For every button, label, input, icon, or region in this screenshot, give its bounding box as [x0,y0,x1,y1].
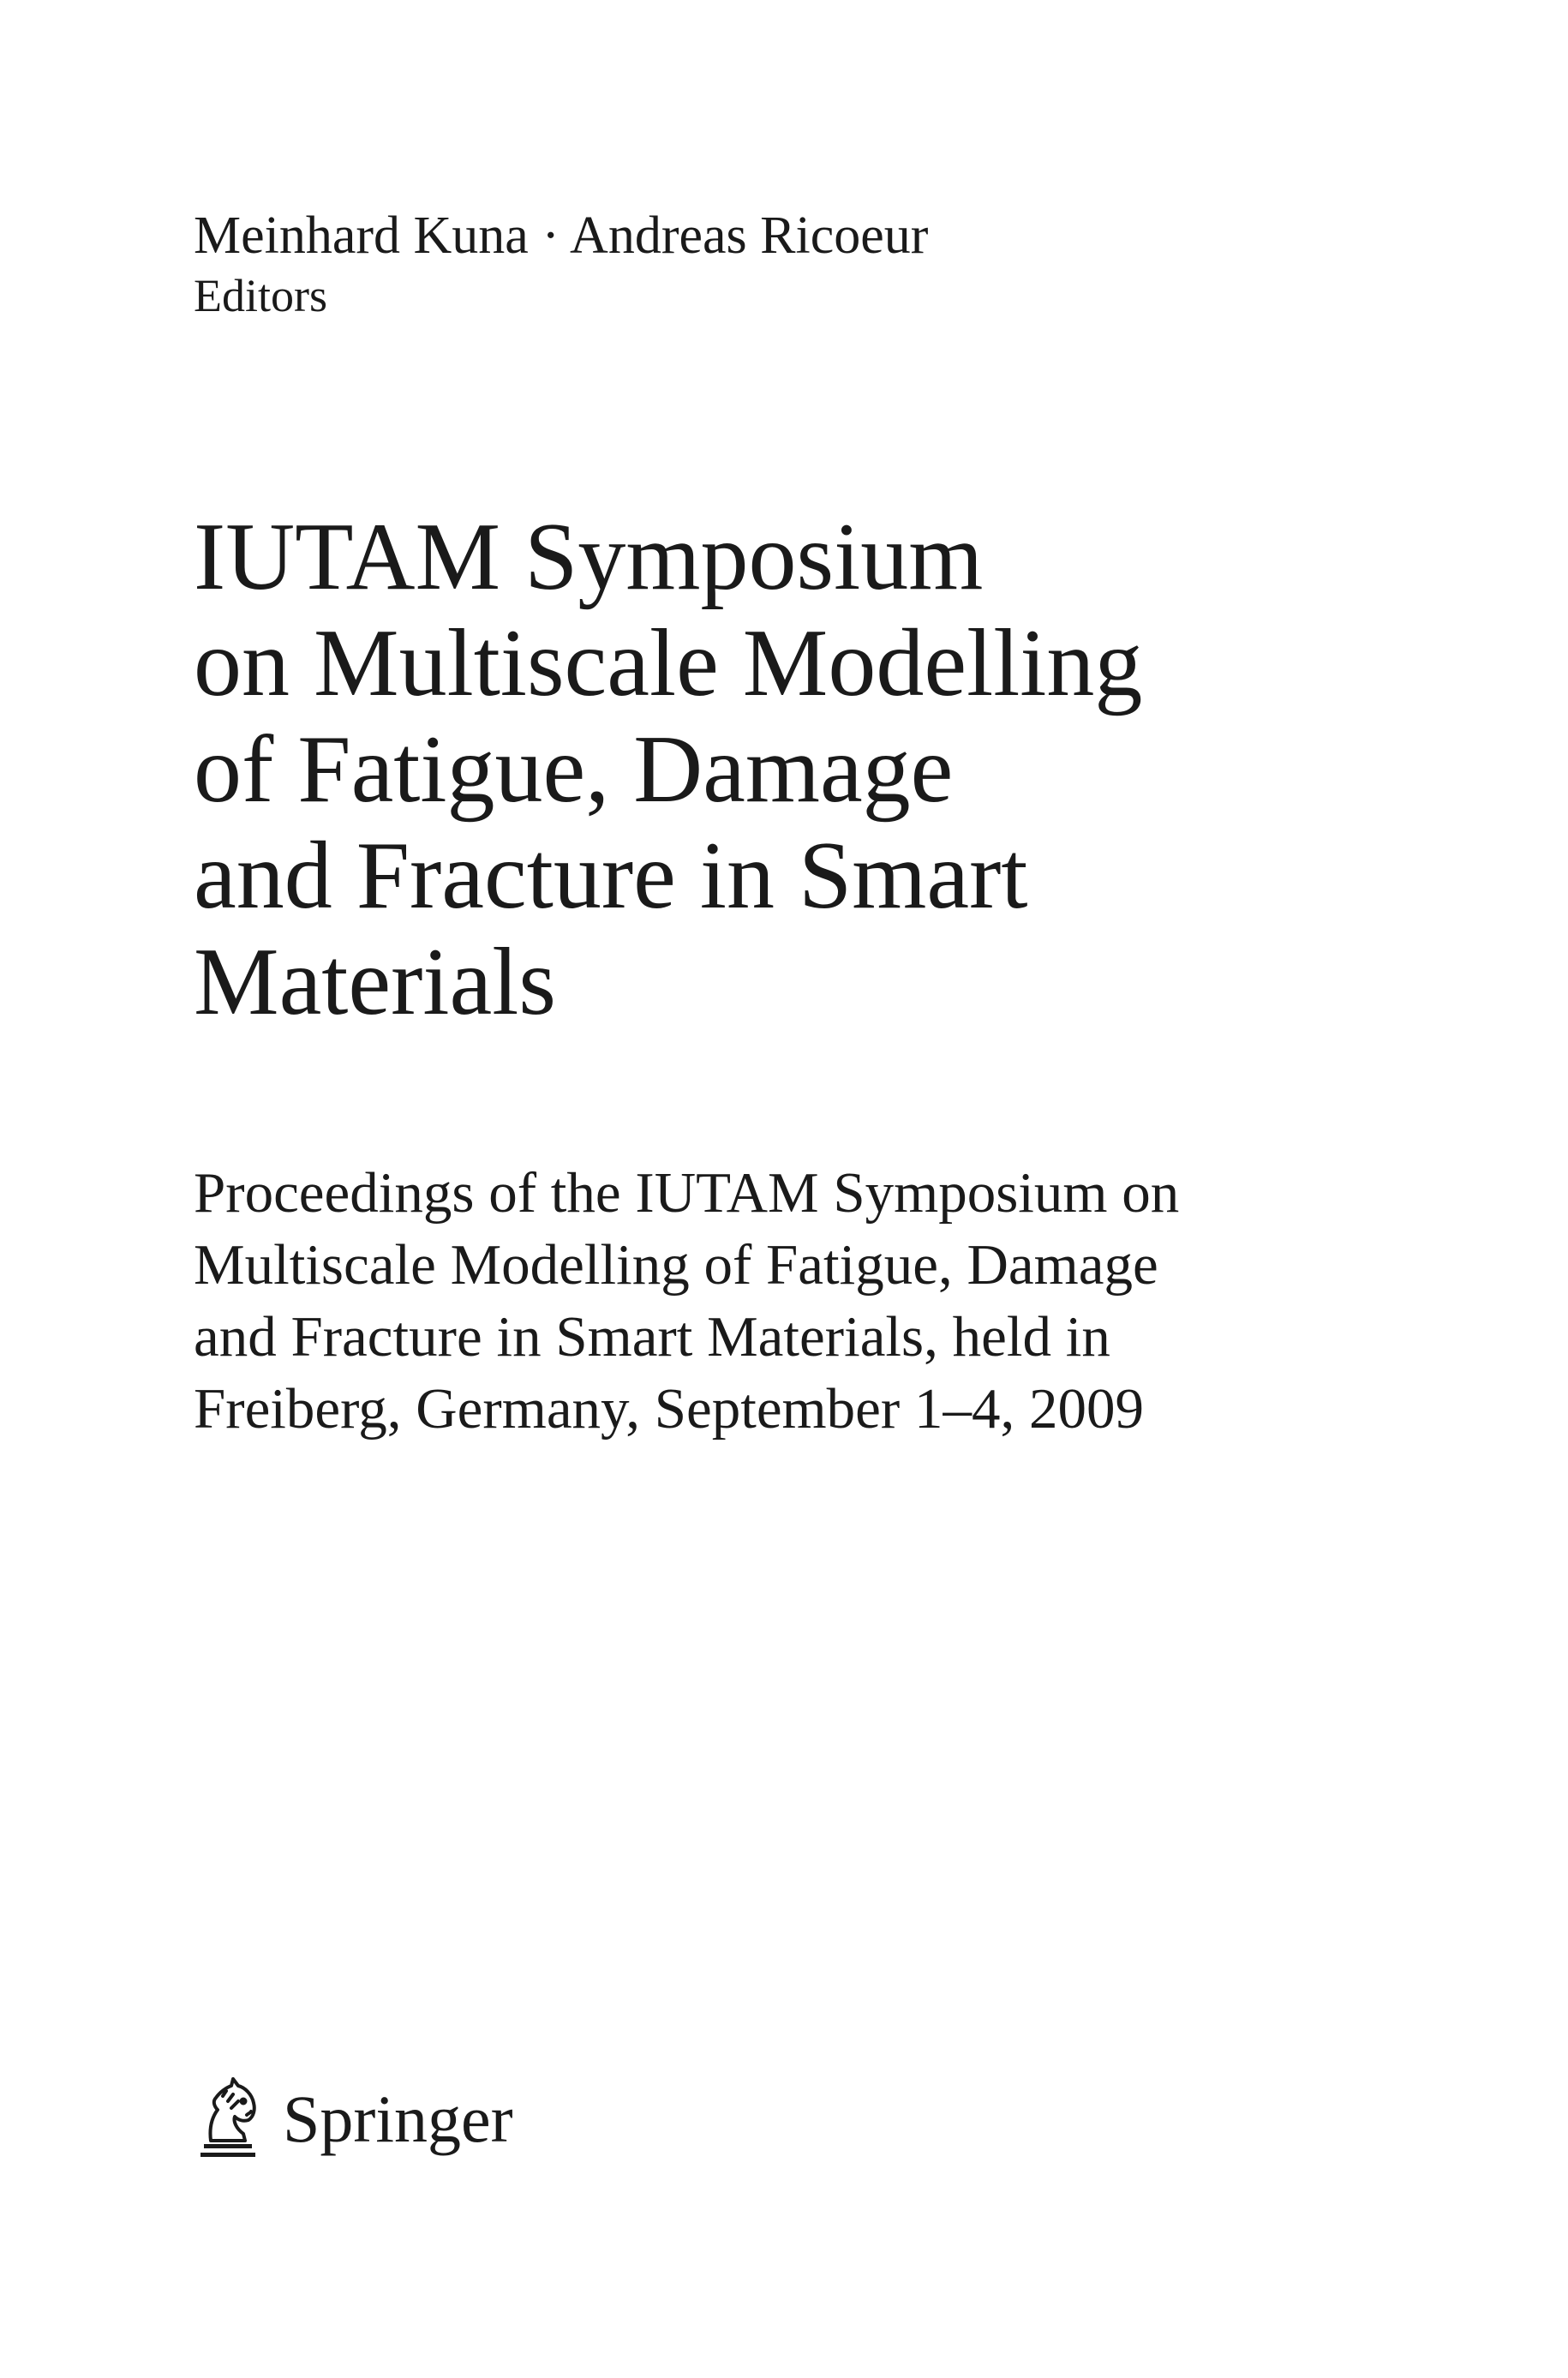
springer-knight-icon [192,2072,269,2166]
publisher-block [192,2072,513,2166]
title-line: on Multiscale Modelling [194,610,1143,716]
editor-names: Meinhard Kuna · Andreas Ricoeur [194,207,929,265]
subtitle-line: and Fracture in Smart Materials, held in [194,1305,1110,1369]
title-line: and Fracture in Smart [194,823,1028,929]
title-line: IUTAM Symposium [194,504,984,610]
subtitle-line: Multiscale Modelling of Fatigue, Damage [194,1233,1158,1297]
subtitle-line: Proceedings of the IUTAM Symposium on [194,1161,1180,1225]
publisher-name: Springer [283,2081,513,2156]
title-line: of Fatigue, Damage [194,716,954,823]
book-subtitle [194,1157,1522,1445]
editors-role: Editors [194,270,327,321]
editors-block [194,204,1393,324]
title-line: Materials [194,929,556,1035]
subtitle-line: Freiberg, Germany, September 1–4, 2009 [194,1377,1144,1441]
book-title [194,504,1479,1035]
